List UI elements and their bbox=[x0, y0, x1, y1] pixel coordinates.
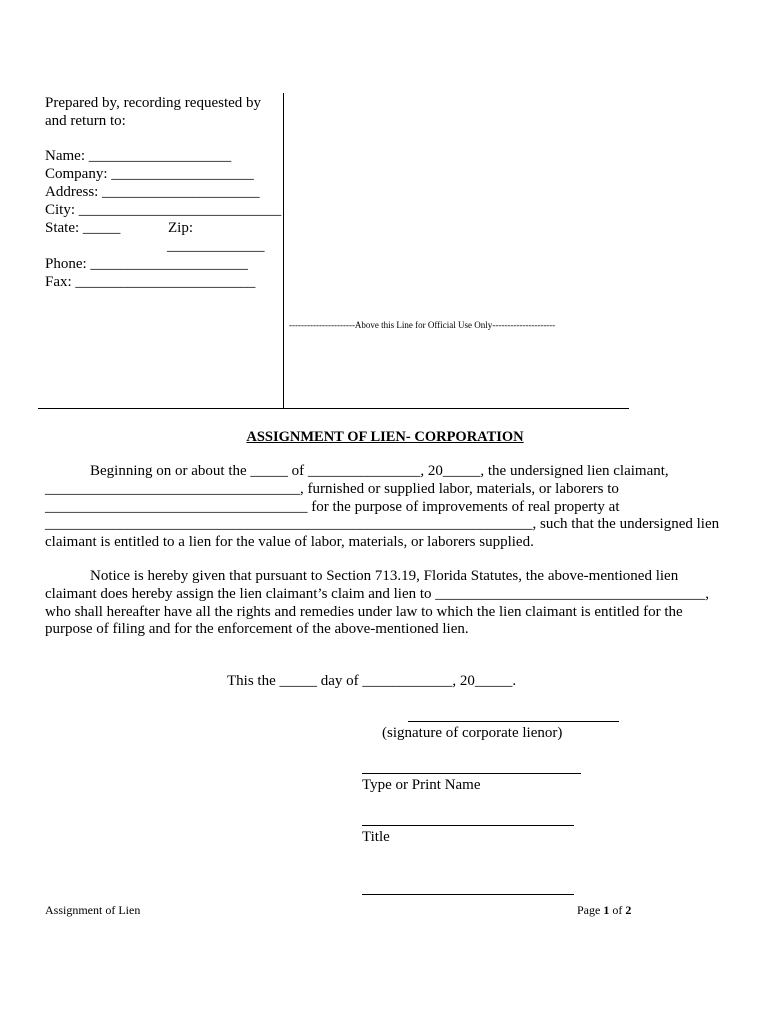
prepared-by-line1: Prepared by, recording requested by bbox=[45, 95, 262, 111]
paragraph-line: who shall hereafter have all the rights and remedies under law to which the lien claimant is entitled for the bbox=[45, 603, 683, 620]
address-field: Address: _____________________ bbox=[45, 184, 260, 200]
page-current: 1 bbox=[603, 903, 610, 917]
official-use-notice: ----------------------Above this Line for Official Use Only--------------------- bbox=[289, 320, 556, 330]
paragraph-line: ___________________________________ for the purpose of improvements of real property at bbox=[45, 498, 620, 515]
page-prefix: Page bbox=[577, 903, 604, 917]
paragraph-line: Notice is hereby given that pursuant to Section 713.19, Florida Statutes, the above-mentioned lien bbox=[90, 568, 679, 584]
paragraph-line: _________________________________________________________________, such that the undersigned lien bbox=[45, 516, 720, 533]
date-line: This the _____ day of ____________, 20_____. bbox=[227, 673, 517, 689]
header-divider-vertical bbox=[283, 93, 284, 409]
title-label: Title bbox=[362, 829, 390, 845]
paragraph-notice bbox=[45, 568, 727, 639]
fax-field: Fax: ________________________ bbox=[45, 274, 256, 290]
city-field: City: ___________________________ bbox=[45, 202, 282, 218]
zip-blank: _____________ bbox=[167, 238, 265, 254]
header-divider-horizontal bbox=[38, 408, 629, 409]
page-total: 2 bbox=[625, 903, 632, 917]
title-line bbox=[362, 825, 574, 826]
footer-page-number bbox=[577, 903, 631, 917]
paragraph-line: claimant is entitled to a lien for the value of labor, materials, or laborers supplied. bbox=[45, 534, 534, 551]
footer-document-name: Assignment of Lien bbox=[45, 903, 141, 917]
zip-label: Zip: bbox=[168, 220, 193, 236]
name-field: Name: ___________________ bbox=[45, 148, 232, 164]
signature-label: (signature of corporate lienor) bbox=[382, 725, 563, 741]
paragraph-line: claimant does hereby assign the lien claimant’s claim and lien to ____________________________________, bbox=[45, 585, 710, 602]
company-field: Company: ___________________ bbox=[45, 166, 254, 182]
state-field: State: _____ bbox=[45, 220, 121, 236]
paragraph-claim bbox=[45, 463, 727, 552]
paragraph-line: purpose of filing and for the enforcement of the above-mentioned lien. bbox=[45, 621, 469, 638]
phone-field: Phone: _____________________ bbox=[45, 256, 248, 272]
print-name-label: Type or Print Name bbox=[362, 777, 481, 793]
page-of: of bbox=[609, 903, 626, 917]
paragraph-line: Beginning on or about the _____ of _______________, 20_____, the undersigned lien claimant, bbox=[90, 463, 669, 479]
paragraph-line: __________________________________, furnished or supplied labor, materials, or laborers to bbox=[45, 480, 619, 497]
signature-line bbox=[408, 721, 619, 722]
extra-signature-line bbox=[362, 894, 574, 895]
print-name-line bbox=[362, 773, 581, 774]
document-title: ASSIGNMENT OF LIEN- CORPORATION bbox=[246, 429, 524, 445]
prepared-by-line2: and return to: bbox=[45, 113, 126, 129]
